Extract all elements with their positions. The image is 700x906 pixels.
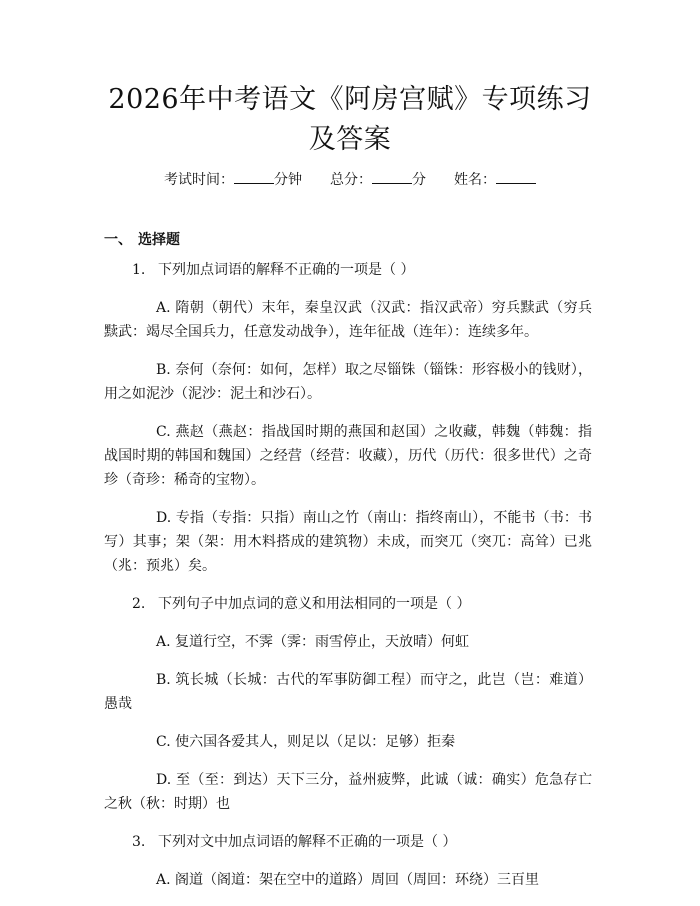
total-score-blank [372,169,412,184]
student-name-label: 姓名： [454,172,496,188]
answer-option: B. 筑长城（长城：古代的军事防御工程）而守之，此岂（岂：难道）愚哉 [104,672,592,712]
question-number: 2. [132,596,146,612]
question-text: 下列加点词语的解释不正确的一项是（ ） [158,262,415,278]
answer-option: D. 至（至：到达）天下三分，益州疲弊，此诚（诚：确实）危急存亡之秋（秋：时期）也 [104,772,592,812]
student-name-blank [496,169,536,184]
exam-time-blank [234,169,274,184]
student-name [454,169,536,190]
document-title: 2026年中考语文《阿房宫赋》专项练习及答案 [108,84,592,155]
answer-option: C. 使六国各爱其人，则足以（足以：足够）拒秦 [156,734,456,750]
answer-option: A. 复道行空，不霁（霁：雨雪停止，天放晴）何虹 [156,634,470,650]
total-score [330,169,426,190]
question-list [104,258,592,906]
total-score-unit: 分 [412,172,426,188]
answer-option: D. 专指（专指：只指）南山之竹（南山：指终南山），不能书（书：书写）其事；架（架：用木料搭成的建筑物）未成，而突兀（突兀：高耸）已兆（兆：预兆）矣。 [104,510,592,574]
question-stem [104,592,592,616]
answer-option: B. 奈何（奈何：如何，怎样）取之尽锱铢（锱铢：形容极小的钱财），用之如泥沙（泥沙：泥土和沙石）。 [104,362,592,402]
exam-time-unit: 分钟 [274,172,302,188]
answer-option: A. 阁道（阁道：架在空中的道路）周回（周回：环绕）三百里 [156,872,540,888]
exam-info [0,169,700,190]
question-text: 下列对文中加点词语的解释不正确的一项是（ ） [158,834,457,850]
section-heading [104,230,180,250]
question-number: 1. [132,262,146,278]
total-score-label: 总分： [330,172,372,188]
question-number: 3. [132,834,146,850]
section-title: 选择题 [138,232,180,248]
question-stem [104,830,592,854]
answer-option: C. 燕赵（燕赵：指战国时期的燕国和赵国）之收藏，韩魏（韩魏：指战国时期的韩国和魏国）之经营（经营：收藏），历代（历代：很多世代）之奇珍（奇珍：稀奇的宝物）。 [104,424,592,488]
section-number: 一、 [104,232,132,248]
question-text: 下列句子中加点词的意义和用法相同的一项是（ ） [158,596,471,612]
exam-time-label: 考试时间： [164,172,234,188]
answer-option: A. 隋朝（朝代）末年，秦皇汉武（汉武：指汉武帝）穷兵黩武（穷兵黩武：竭尽全国兵力，任意发动战争），连年征战（连年）：连续多年。 [104,300,592,340]
question-stem [104,258,592,282]
exam-time [164,169,302,190]
